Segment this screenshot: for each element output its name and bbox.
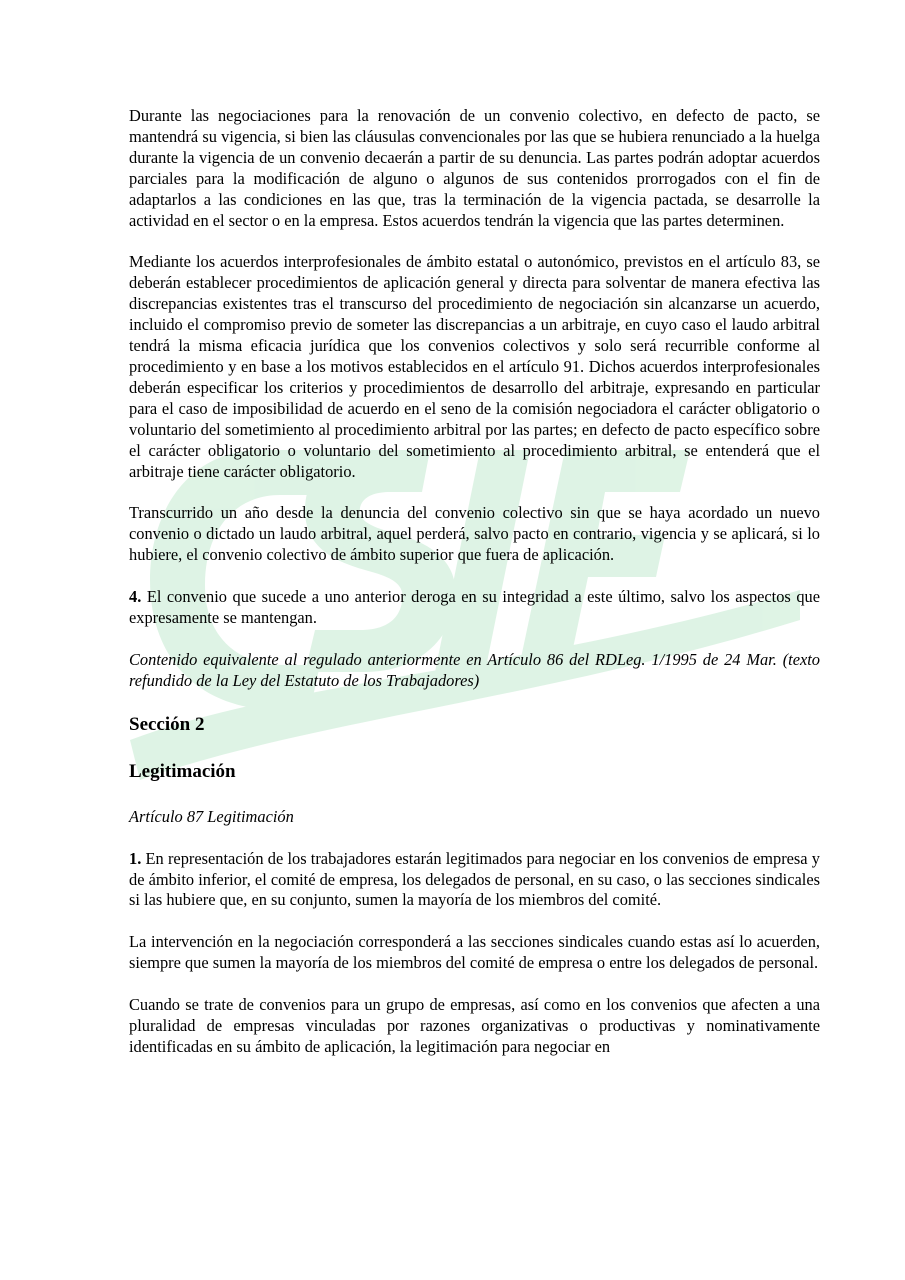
paragraph-point-4 bbox=[129, 587, 820, 629]
document-content bbox=[129, 106, 820, 1079]
paragraph-transcurrido-un-ano: Transcurrido un año desde la denuncia del convenio colectivo sin que se haya acordado un nuevo convenio o dictado un laudo arbitral, aquel perderá, salvo pacto en contrario, vigencia y se aplicará, si lo hubiere, el convenio colectivo de ámbito superior que fuera de aplicación. bbox=[129, 503, 820, 565]
section-heading: Sección 2 bbox=[129, 713, 205, 735]
paragraph-acuerdos-interprofesionales: Mediante los acuerdos interprofesionales de ámbito estatal o autonómico, previstos en el artículo 83, se deberán establecer procedimientos de aplicación general y directa para solventar de manera efectiva las discrepancias existentes tras el transcurso del procedimiento de negociación sin alcanzarse un acuerdo, incluido el compromiso previo de someter las discrepancias a un arbitraje, en cuyo caso el laudo arbitral tendrá la misma eficacia jurídica que los convenios colectivos y solo será recurrible conforme al procedimiento y en base a los motivos establecidos en el artículo 91. Dichos acuerdos interprofesionales deberán especificar los criterios y procedimientos de desarrollo del arbitraje, expresando en particular para el caso de imposibilidad de acuerdo en el seno de la comisión negociadora el carácter obligatorio o voluntario del sometimiento al procedimiento arbitral por las partes; en defecto de pacto específico sobre el carácter obligatorio o voluntario del sometimiento al procedimiento arbitral, se entenderá que el arbitraje tiene carácter obligatorio. bbox=[129, 252, 820, 481]
point-1-text: En representación de los trabajadores estarán legitimados para negociar en los convenios de empresa y de ámbito inferior, el comité de empresa, los delegados de personal, en su caso, o las secciones sindicales si las hubiere que, en su conjunto, sumen la mayoría de los miembros del comité. bbox=[129, 848, 820, 910]
point-4-number: 4. bbox=[129, 587, 142, 607]
paragraph-grupo-de-empresas: Cuando se trate de convenios para un grupo de empresas, así como en los convenios que afecten a una pluralidad de empresas vinculadas por razones organizativas o productivas y nominativamente identificadas en su ámbito de aplicación, la legitimación para negociar en bbox=[129, 995, 820, 1056]
article-title: Artículo 87 Legitimación bbox=[129, 806, 294, 826]
section-title: Legitimación bbox=[129, 760, 236, 782]
point-1-number: 1. bbox=[129, 848, 142, 868]
paragraph-secciones-sindicales: La intervención en la negociación corresponderá a las secciones sindicales cuando estas así lo acuerden, siempre que sumen la mayoría de los miembros del comité de empresa o entre los delegados de personal. bbox=[129, 932, 820, 973]
paragraph-prorroga: Durante las negociaciones para la renovación de un convenio colectivo, en defecto de pacto, se mantendrá su vigencia, si bien las cláusulas convencionales por las que se hubiera renunciado a la huelga durante la vigencia de un convenio decaerán a partir de su denuncia. Las partes podrán adoptar acuerdos parciales para la modificación de alguno o algunos de sus contenidos prorrogados con el fin de adaptarlos a las condiciones en las que, tras la terminación de la vigencia pactada, se desarrolle la actividad en el sector o en la empresa. Estos acuerdos tendrán la vigencia que las partes determinen. bbox=[129, 106, 820, 230]
note-equivalent-content: Contenido equivalente al regulado anteriormente en Artículo 86 del RDLeg. 1/1995 de 24 Mar. (texto refundido de la Ley del Estatuto de los Trabajadores) bbox=[129, 649, 820, 690]
paragraph-point-1 bbox=[129, 849, 820, 912]
point-4-text: El convenio que sucede a uno anterior deroga en su integridad a este último, salvo los aspectos que expresamente se mantengan. bbox=[129, 587, 820, 628]
